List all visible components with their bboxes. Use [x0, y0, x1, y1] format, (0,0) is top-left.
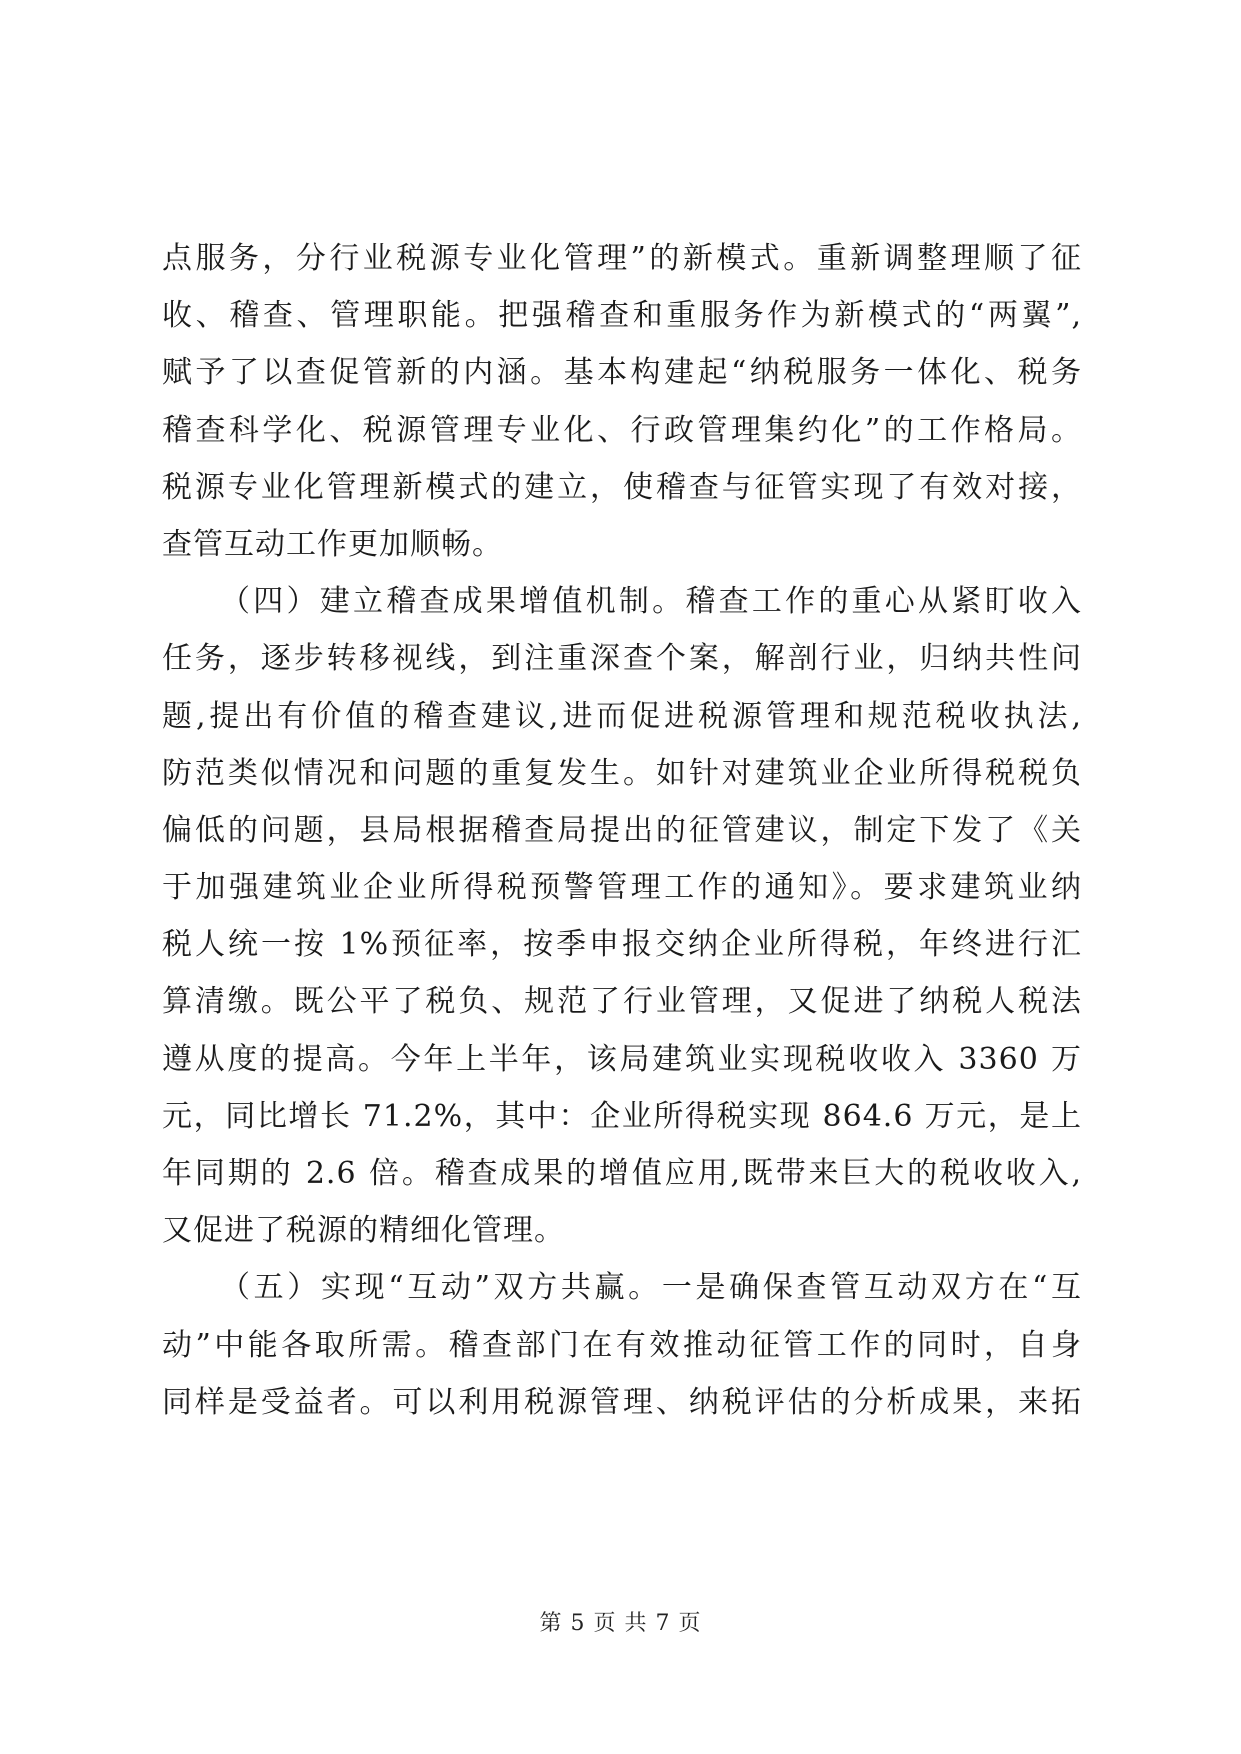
text-line: 算清缴。既公平了税负、规范了行业管理，又促进了纳税人税法: [162, 984, 1082, 1020]
paragraph-1: [162, 230, 1082, 573]
text-line: 题,提出有价值的稽查建议,进而促进税源管理和规范税收执法,: [162, 698, 1082, 734]
text-line: 任务，逐步转移视线，到注重深查个案，解剖行业，归纳共性问: [162, 641, 1082, 677]
text-line: 于加强建筑业企业所得税预警管理工作的通知》。要求建筑业纳: [162, 870, 1082, 906]
text-line: 又促进了税源的精细化管理。: [162, 1213, 565, 1249]
text-line: 同样是受益者。可以利用税源管理、纳税评估的分析成果，来拓: [162, 1384, 1082, 1420]
text-line: 税人统一按 1%预征率，按季申报交纳企业所得税，年终进行汇: [162, 927, 1082, 963]
text-line: 元，同比增长 71.2%，其中：企业所得税实现 864.6 万元，是上: [162, 1098, 1082, 1134]
paragraph-3: [162, 1259, 1082, 1431]
text-line: 查管互动工作更加顺畅。: [162, 526, 503, 562]
text-line: （五）实现“互动”双方共赢。一是确保查管互动双方在“互: [220, 1270, 1082, 1306]
page-footer: [0, 1606, 1241, 1637]
text-line: 稽查科学化、税源管理专业化、行政管理集约化”的工作格局。: [162, 412, 1082, 448]
text-line: （四）建立稽查成果增值机制。稽查工作的重心从紧盯收入: [220, 584, 1082, 620]
text-line: 遵从度的提高。今年上半年，该局建筑业实现税收收入 3360 万: [162, 1041, 1082, 1077]
text-line: 点服务，分行业税源专业化管理”的新模式。重新调整理顺了征: [162, 241, 1082, 276]
text-line: 年同期的 2.6 倍。稽查成果的增值应用,既带来巨大的税收收入,: [162, 1156, 1082, 1191]
text-line: 偏低的问题，县局根据稽查局提出的征管建议，制定下发了《关: [162, 812, 1082, 848]
paragraph-2: [162, 573, 1082, 1259]
text-line: 赋予了以查促管新的内涵。基本构建起“纳税服务一体化、税务: [162, 355, 1082, 391]
body-text: [162, 230, 1082, 1431]
text-line: 防范类似情况和问题的重复发生。如针对建筑业企业所得税税负: [162, 755, 1082, 791]
page-number: 第 5 页 共 7 页: [539, 1611, 702, 1636]
text-line: 动”中能各取所需。稽查部门在有效推动征管工作的同时，自身: [162, 1327, 1082, 1363]
text-line: 税源专业化管理新模式的建立，使稽查与征管实现了有效对接，: [162, 469, 1082, 505]
text-line: 收、稽查、管理职能。把强稽查和重服务作为新模式的“两翼”,: [162, 298, 1082, 334]
